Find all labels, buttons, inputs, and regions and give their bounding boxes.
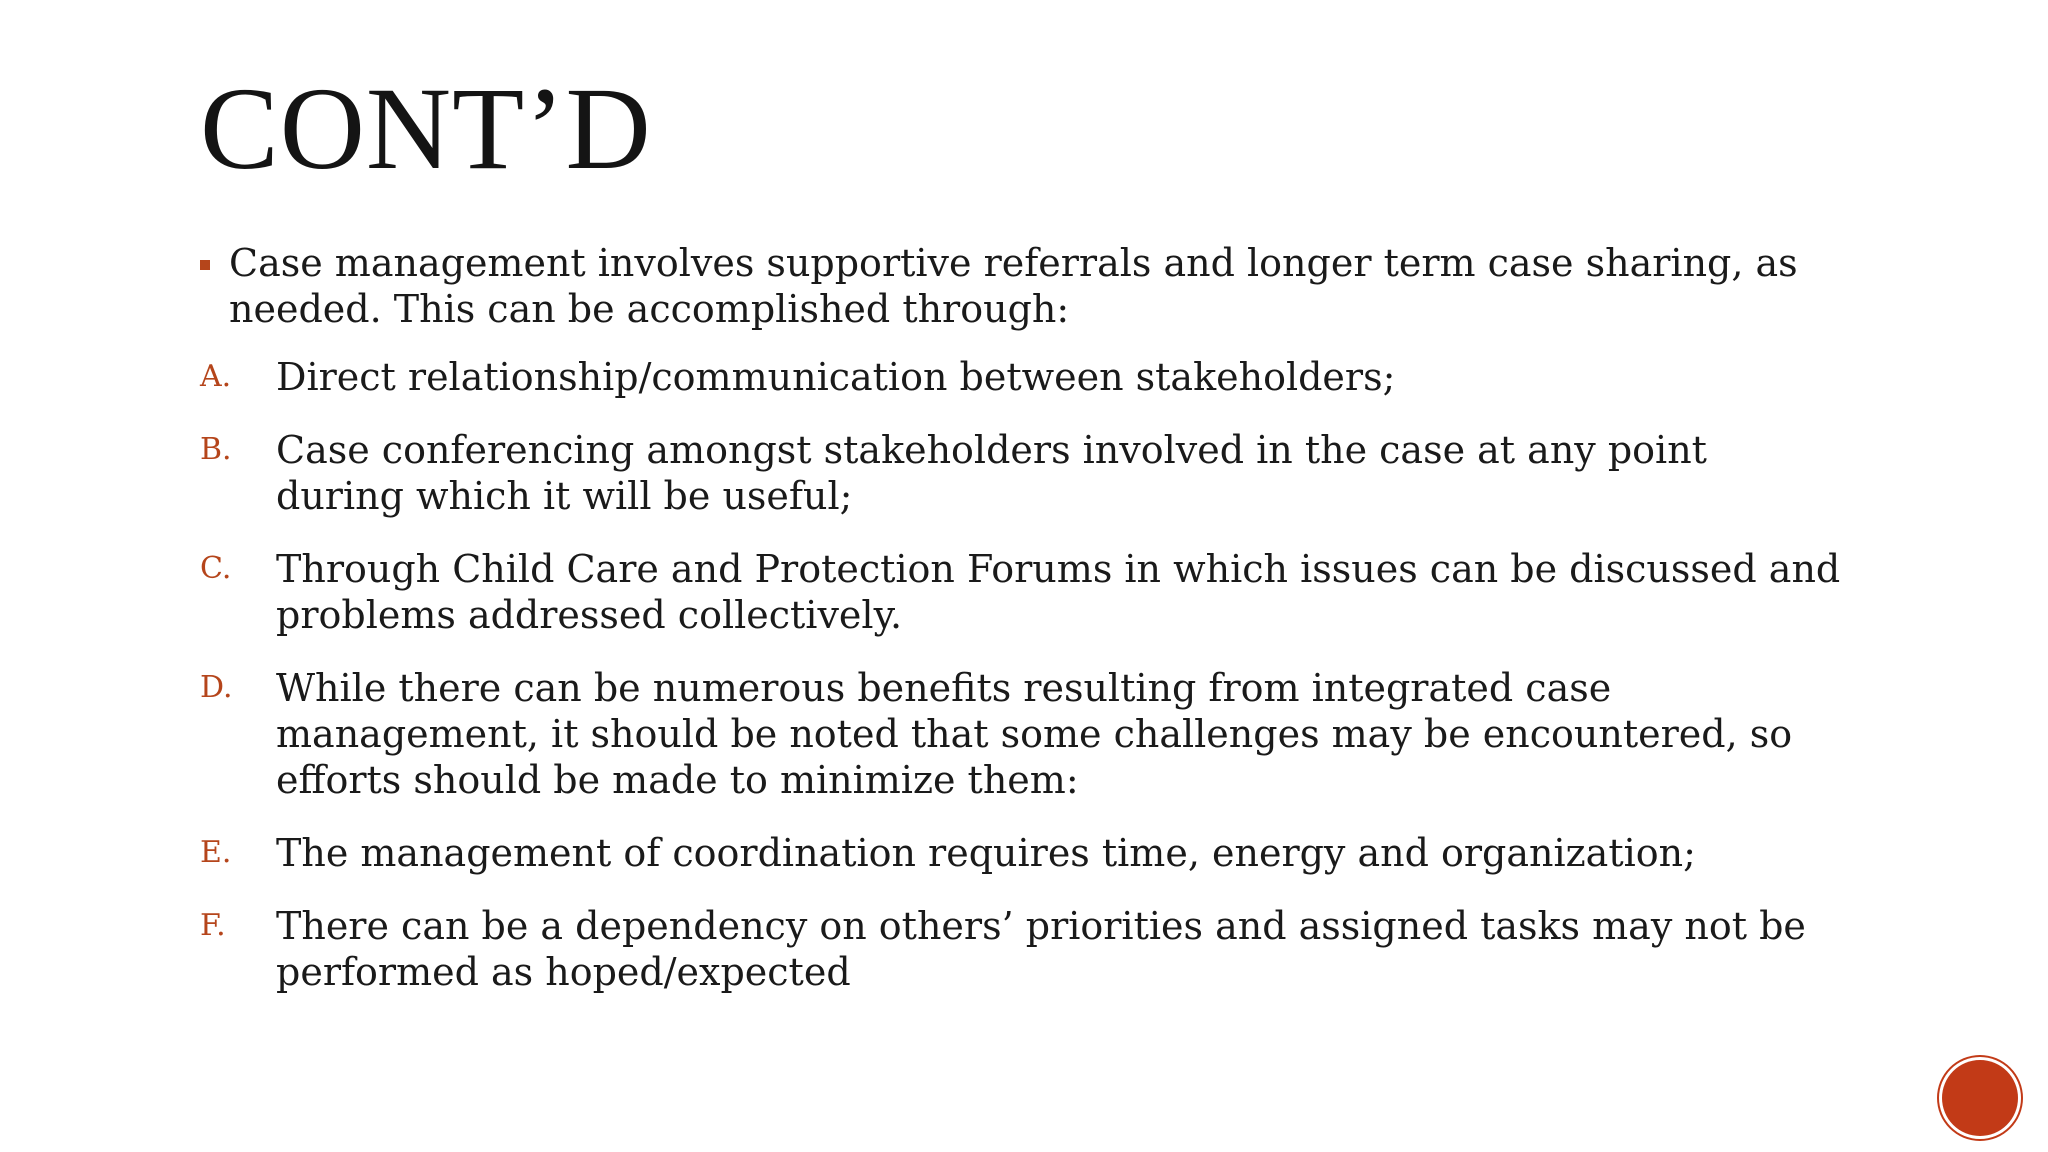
list-item-text: There can be a dependency on others’ priorities and assigned tasks may not be performed as hoped/expected xyxy=(276,904,1806,994)
list-item-text: Case conferencing amongst stakeholders involved in the case at any point during which it will be useful; xyxy=(276,428,1707,518)
list-item xyxy=(200,546,1850,638)
list-item-text: Through Child Care and Protection Forums in which issues can be discussed and problems addressed collectively. xyxy=(276,547,1841,637)
list-item-text: While there can be numerous benefits resulting from integrated case management, it should be noted that some challenges may be encountered, so efforts should be made to minimize them: xyxy=(276,666,1793,802)
list-marker: D. xyxy=(200,670,233,705)
list-item-text: The management of coordination requires time, energy and organization; xyxy=(276,831,1696,875)
list-item xyxy=(200,665,1850,803)
list-item xyxy=(200,830,1850,876)
list-item xyxy=(200,903,1850,995)
list-marker: C. xyxy=(200,551,232,586)
list-marker: E. xyxy=(200,835,232,870)
slide-nav-circle-icon[interactable] xyxy=(1942,1060,2018,1136)
list-item xyxy=(200,427,1850,519)
list-item xyxy=(200,354,1850,400)
list-item-text: Direct relationship/communication between stakeholders; xyxy=(276,355,1396,399)
list-marker: F. xyxy=(200,908,226,943)
square-bullet-icon xyxy=(200,260,210,270)
intro-bullet xyxy=(200,240,1850,332)
lettered-list xyxy=(200,354,1850,1022)
list-marker: A. xyxy=(200,359,232,394)
slide-title: CONT’D xyxy=(200,63,652,194)
intro-text: Case management involves supportive referrals and longer term case sharing, as needed. This can be accomplished through: xyxy=(229,241,1798,331)
list-marker: B. xyxy=(200,432,232,467)
